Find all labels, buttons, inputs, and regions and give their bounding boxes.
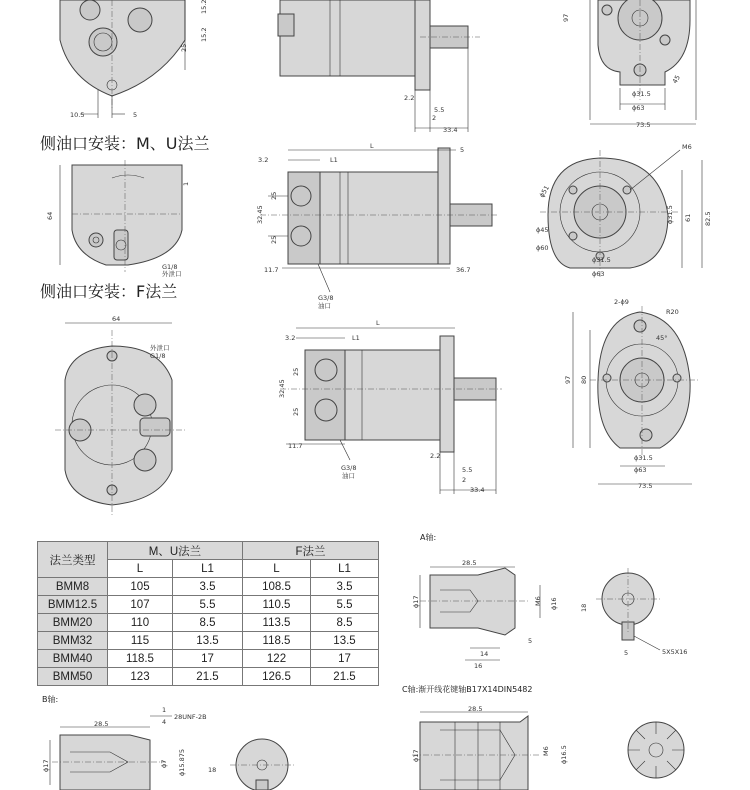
b-dim-1: 1	[162, 706, 167, 714]
mu-l1-cell: 21.5	[173, 668, 243, 686]
dim-33-4b: 33.4	[470, 486, 485, 494]
shaft-a-side	[420, 567, 540, 660]
table-row	[38, 614, 379, 632]
dim-5b: 5	[460, 146, 465, 154]
mu-l-cell: 105	[108, 578, 173, 596]
model-cell: BMM20	[38, 614, 108, 632]
mu-l-cell: 110	[108, 614, 173, 632]
top-middle-side-view	[278, 0, 480, 132]
dim-60: ϕ60	[536, 244, 549, 252]
group-mu: M、U法兰	[108, 542, 243, 560]
f-l-cell: 122	[243, 650, 311, 668]
b-dim-17: ϕ17	[42, 759, 50, 772]
shaft-c-end	[628, 722, 684, 778]
dim-73-5b: 73.5	[638, 482, 653, 490]
model-cell: BMM40	[38, 650, 108, 668]
f-l1-cell: 21.5	[311, 668, 379, 686]
dim-82-5: 82.5	[704, 211, 712, 226]
dim-25b: 25	[270, 191, 278, 200]
dim-25a: 25	[180, 43, 188, 52]
dim-97a: 97	[562, 13, 570, 22]
port-oil-a: 油口	[318, 302, 331, 310]
f-l-cell: 113.5	[243, 614, 311, 632]
a-dim-14: 14	[480, 650, 489, 658]
model-cell: BMM8	[38, 578, 108, 596]
drain-a: 外泄口	[162, 270, 182, 278]
port-g18a: G1/8	[162, 263, 178, 271]
dim-11-7a: 11.7	[264, 266, 279, 274]
table-row	[38, 650, 379, 668]
dim-L1-b: L1	[352, 334, 360, 342]
f-l1-cell: 13.5	[311, 632, 379, 650]
dim-5: 5	[133, 111, 138, 119]
col-flange-type: 法兰类型	[38, 542, 108, 578]
a-dim-16: ϕ16	[550, 597, 558, 610]
label-shaft-a: A轴:	[420, 533, 437, 542]
c-dim-28-5: 28.5	[468, 705, 483, 713]
a-dim-18: 18	[580, 603, 588, 612]
f-l-cell: 110.5	[243, 596, 311, 614]
dim-31-5a: ϕ31.5	[632, 90, 651, 98]
sub-f-l1: L1	[311, 560, 379, 578]
dim-51: ϕ51	[537, 184, 552, 199]
dim-73-5a: 73.5	[636, 121, 651, 129]
heading-side-f: 侧油口安装：F法兰	[40, 282, 178, 301]
dim-15-2b: 15.2	[200, 27, 208, 42]
mu-l-cell: 118.5	[108, 650, 173, 668]
f-l1-cell: 5.5	[311, 596, 379, 614]
dim-31-5c: ϕ31.5	[592, 256, 611, 264]
dim-32-45a: 32.45	[256, 205, 264, 224]
dim-1a: 1	[182, 181, 190, 186]
label-shaft-b: B轴:	[42, 695, 59, 704]
port-oil-b: 油口	[342, 472, 355, 480]
dim-25c: 25	[270, 235, 278, 244]
mu-l1-cell: 13.5	[173, 632, 243, 650]
dim-33-4a: 33.4	[443, 126, 458, 134]
b-dim-15875: ϕ15.875	[178, 748, 186, 776]
b-dim-28-5: 28.5	[94, 720, 109, 728]
top-left-flange-view	[60, 0, 185, 118]
heading-side-mu: 侧油口安装：M、U法兰	[40, 134, 210, 153]
sub-mu-l1: L1	[173, 560, 243, 578]
dim-L-a: L	[370, 142, 374, 150]
c-dim-16-5: ϕ16.5	[560, 745, 568, 764]
b-dim-4: 4	[162, 718, 167, 726]
model-cell: BMM12.5	[38, 596, 108, 614]
group-f: F法兰	[243, 542, 379, 560]
f-l-cell: 118.5	[243, 632, 311, 650]
dim-36-7: 36.7	[456, 266, 471, 274]
f-l1-cell: 3.5	[311, 578, 379, 596]
dim-64a: 64	[46, 211, 54, 220]
dim-25d: 25	[292, 367, 300, 376]
dim-45c: 45°	[656, 334, 668, 342]
mu-l-cell: 107	[108, 596, 173, 614]
port-g38a: G3/8	[318, 294, 334, 302]
f-l1-cell: 17	[311, 650, 379, 668]
drain-b: 外泄口	[150, 344, 170, 352]
a-dim-m6: M6	[534, 596, 542, 606]
dim-45a: 45	[670, 73, 682, 85]
mu-l1-cell: 3.5	[173, 578, 243, 596]
table-row	[38, 668, 379, 686]
side-port-mu-flange	[537, 150, 702, 278]
dim-80: 80	[580, 375, 588, 384]
model-cell: BMM32	[38, 632, 108, 650]
dim-31-5b: ϕ31.5	[666, 205, 674, 224]
flange-dimension-table	[37, 541, 379, 686]
a-key: 5X5X16	[662, 648, 688, 656]
b-dim-7: ϕ7	[160, 759, 168, 768]
b-unf: 28UNF-2B	[174, 713, 207, 721]
dim-63a: ϕ63	[632, 104, 645, 112]
dim-L-b: L	[376, 319, 380, 327]
mu-l1-cell: 5.5	[173, 596, 243, 614]
table-row	[38, 632, 379, 650]
port-g18b: G1/8	[150, 352, 166, 360]
dim-31-5d: ϕ31.5	[634, 454, 653, 462]
dim-63c: ϕ63	[634, 466, 647, 474]
dim-10-5: 10.5	[70, 111, 85, 119]
table-row	[38, 596, 379, 614]
dim-2-2a: 2.2	[404, 94, 415, 102]
f-l-cell: 108.5	[243, 578, 311, 596]
shaft-b-end	[230, 739, 294, 790]
sub-mu-l: L	[108, 560, 173, 578]
dim-45b: ϕ45	[536, 226, 549, 234]
label-shaft-c: C轴:渐开线花键轴B17X14DIN5482	[402, 685, 533, 694]
dim-97b: 97	[564, 375, 572, 384]
dim-2a: 2	[432, 114, 437, 122]
dim-M6a: M6	[682, 143, 692, 151]
dim-32-45b: 32.45	[278, 379, 286, 398]
dim-25e: 25	[292, 407, 300, 416]
sub-f-l: L	[243, 560, 311, 578]
mu-l-cell: 115	[108, 632, 173, 650]
side-port-mu-end-view	[60, 160, 182, 272]
c-dim-17: ϕ17	[412, 749, 420, 762]
model-cell: BMM50	[38, 668, 108, 686]
dim-11-7b: 11.7	[288, 442, 303, 450]
a-dim-5: 5	[528, 637, 533, 645]
table-row	[38, 578, 379, 596]
a-dim-5b: 5	[624, 649, 629, 657]
shaft-b-side	[50, 716, 172, 790]
dim-R20: R20	[666, 308, 679, 316]
dim-3-2b: 3.2	[285, 334, 296, 342]
dim-2b: 2	[462, 476, 467, 484]
mu-l1-cell: 17	[173, 650, 243, 668]
mu-l-cell: 123	[108, 668, 173, 686]
shaft-c-side	[412, 712, 540, 790]
dim-2-2b: 2.2	[430, 452, 441, 460]
dim-2-9: 2-ϕ9	[614, 298, 629, 306]
a-dim-17: ϕ17	[412, 595, 420, 608]
b-dim-18: 18	[208, 766, 217, 774]
dim-15-2a: 15.2	[200, 0, 208, 14]
dim-63b: ϕ63	[592, 270, 605, 278]
dim-3-2a: 3.2	[258, 156, 269, 164]
dim-64b: 64	[112, 315, 121, 323]
a-dim-16b: 16	[474, 662, 483, 670]
mu-l1-cell: 8.5	[173, 614, 243, 632]
shaft-a-end	[596, 568, 660, 650]
a-dim-28-5: 28.5	[462, 559, 477, 567]
dim-5-5b: 5.5	[462, 466, 473, 474]
c-dim-m6: M6	[542, 746, 550, 756]
dim-61: 61	[684, 213, 692, 222]
port-g38b: G3/8	[341, 464, 357, 472]
f-l-cell: 126.5	[243, 668, 311, 686]
dim-L1-a: L1	[330, 156, 338, 164]
dim-5-5a: 5.5	[434, 106, 445, 114]
f-l1-cell: 8.5	[311, 614, 379, 632]
